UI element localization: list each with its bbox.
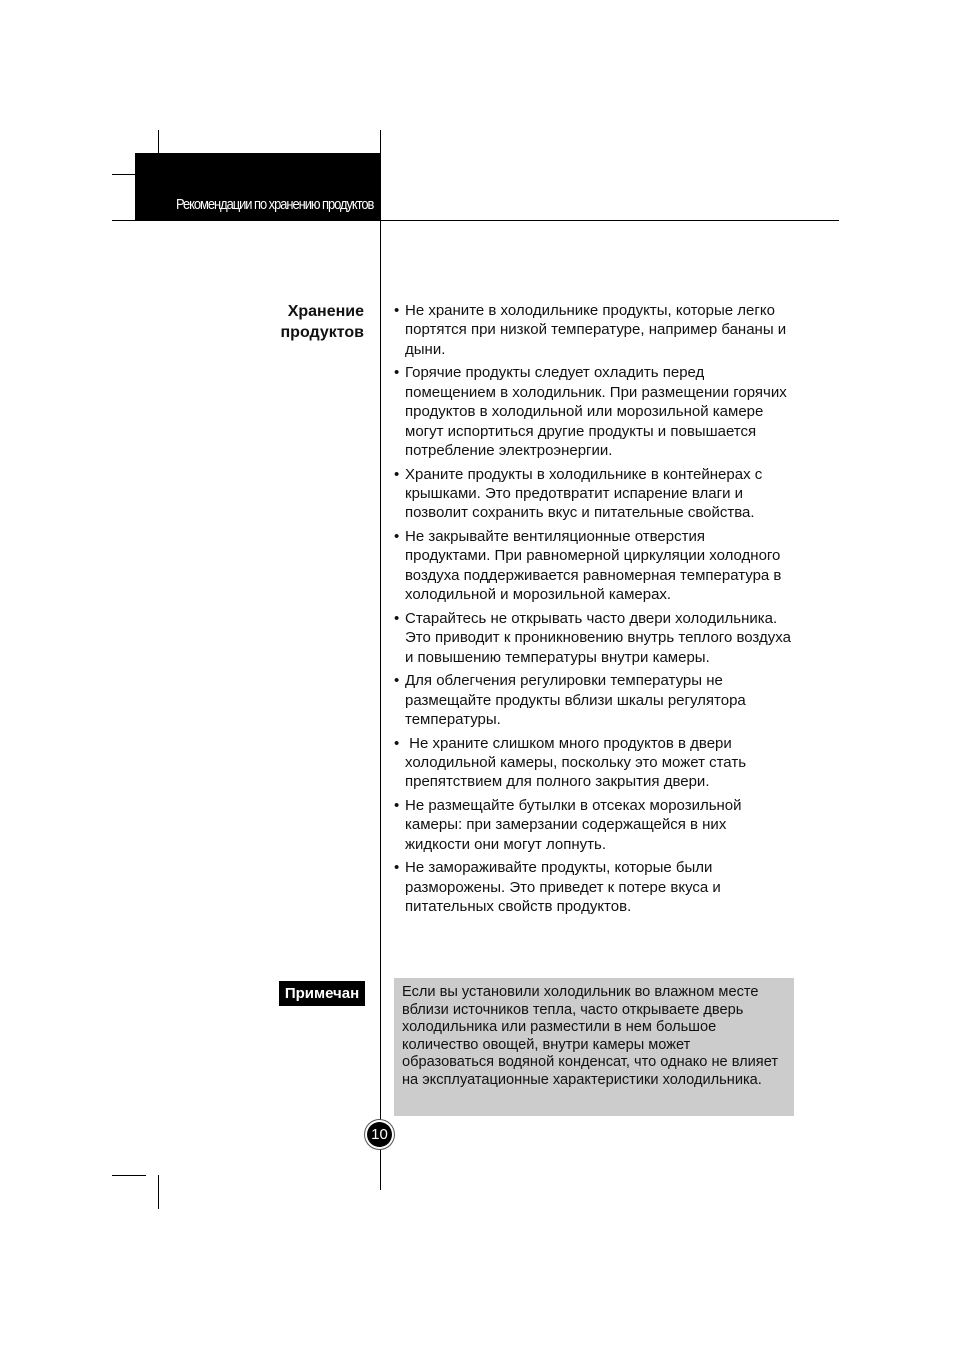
note-box [394, 978, 794, 1116]
crop-mark-bottom-horizontal [112, 1175, 146, 1176]
note-text: Если вы установили холодильник во влажном месте вблизи источников тепла, часто открываете дверь холодильника или разместили в нем большое количество овощей, внутри камеры может образоваться водяной конденсат, что однако не влияет на эксплуатационные характеристики холодильника. [402, 984, 779, 1088]
note-label: Примечан [279, 981, 365, 1006]
page-title: Рекомендации по хранению продуктов [176, 196, 374, 213]
list-item: • Старайтесь не открывать часто двери холодильника. Это приводит к проникновению внутрь теплого воздуха и повышению температуры внутри камеры. [394, 609, 794, 667]
column-divider [380, 130, 381, 1190]
section-heading-line2: продуктов [280, 324, 364, 341]
list-item: • Горячие продукты следует охладить перед помещением в холодильник. При размещении горячих продуктов в холодильной или морозильной камере могут испортиться другие продукты и повышается потребление электроэнергии. [394, 363, 794, 460]
section-heading-line1: Хранение [287, 303, 364, 320]
section-heading [240, 301, 364, 343]
list-item: • Не закрывайте вентиляционные отверстия продуктами. При равномерной циркуляции холодного воздуха поддерживается равномерная температура в холодильной и морозильной камерах. [394, 527, 794, 605]
list-item: • Не замораживайте продукты, которые были разморожены. Это приведет к потере вкуса и питательных свойств продуктов. [394, 858, 794, 916]
list-item: • Не размещайте бутылки в отсеках морозильной камеры: при замерзании содержащейся в них жидкости они могут лопнуть. [394, 796, 794, 854]
crop-mark-bottom-vertical [158, 1175, 159, 1209]
header-rule [112, 220, 839, 221]
list-item: • Храните продукты в холодильнике в контейнерах с крышками. Это предотвратит испарение влаги и позволит сохранить вкус и питательные свойства. [394, 465, 794, 523]
page-number: 10 [367, 1122, 392, 1147]
storage-tips-list [394, 301, 794, 921]
list-item: • Не храните в холодильнике продукты, которые легко портятся при низкой температуре, например бананы и дыни. [394, 301, 794, 359]
list-item: • Не храните слишком много продуктов в двери холодильной камеры, поскольку это может стать препятствием для полного закрытия двери. [394, 734, 794, 792]
list-item: • Для облегчения регулировки температуры не размещайте продукты вблизи шкалы регулятора температуры. [394, 671, 794, 729]
